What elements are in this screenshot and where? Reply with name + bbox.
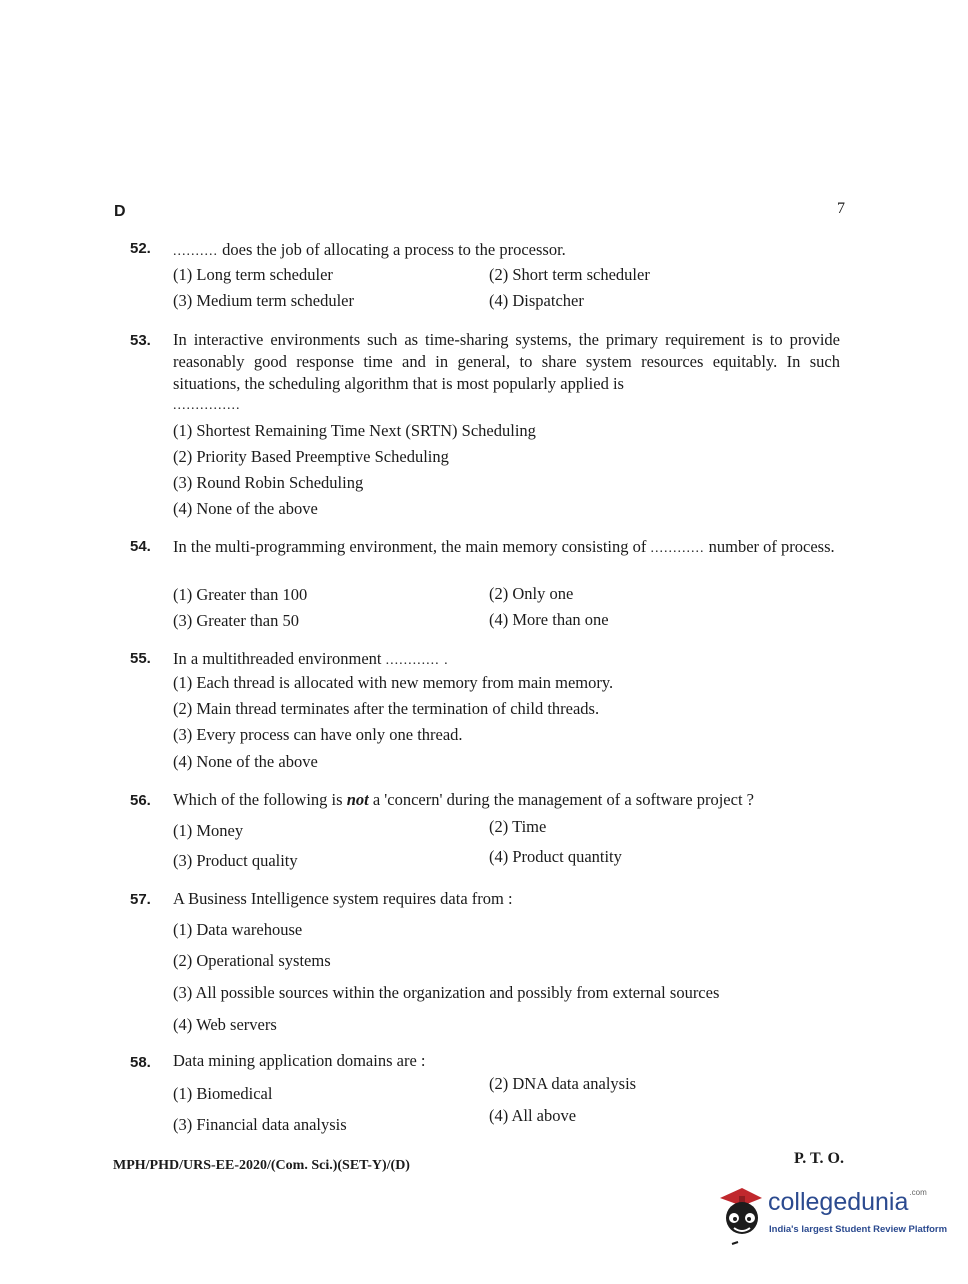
option-4: (4) Web servers [173,1015,277,1034]
question-text-body: In a multithreaded environment [173,649,386,668]
option-2: (2) Time [489,817,547,836]
option-4: (4) None of the above [173,499,318,518]
option-2: (2) Short term scheduler [489,265,650,284]
question-text [173,648,840,672]
logo-wordmark [768,1188,927,1217]
question-number: 54. [130,538,151,555]
option-4: (4) All above [489,1106,577,1125]
question-text-tail: number of process. [704,537,835,556]
logo-tld: .com [909,1188,927,1197]
option-1: (1) Biomedical [173,1084,273,1103]
option-1: (1) Greater than 100 [173,585,308,604]
option-4: (4) Product quantity [489,847,622,866]
set-letter: D [114,203,126,220]
option-3: (3) Greater than 50 [173,611,299,630]
option-4: (4) Dispatcher [489,291,584,310]
option-3: (3) Product quality [173,851,298,870]
question-text: A Business Intelligence system requires data from : [173,889,513,908]
question-text [173,789,853,811]
option-4: (4) More than one [489,610,609,629]
question-number: 56. [130,792,151,809]
blank-fill: ............... [173,398,241,413]
mascot-icon [712,1182,768,1252]
option-4: (4) None of the above [173,752,318,771]
question-text-body: In the multi-programming environment, the main memory consisting of [173,537,651,556]
option-1: (1) Data warehouse [173,920,303,939]
option-3: (3) Medium term scheduler [173,291,354,310]
blank-fill: ............ . [385,653,449,668]
option-3: (3) Every process can have only one thread. [173,725,463,744]
option-2: (2) Main thread terminates after the termination of child threads. [173,699,600,718]
question-text: In interactive environments such as time-sharing systems, the primary requirement is to provide reasonably good response time and in general, to share system resources equitably. In such situations, the scheduling algorithm that is most popularly applied is [173,330,840,393]
option-1: (1) Long term scheduler [173,265,333,284]
blank-fill: ............ [650,541,705,556]
question-number: 55. [130,650,151,667]
blank-fill: .......... [173,244,218,259]
option-1: (1) Shortest Remaining Time Next (SRTN) Scheduling [173,421,536,440]
option-2: (2) Only one [489,584,574,603]
option-3: (3) Round Robin Scheduling [173,473,364,492]
option-3: (3) Financial data analysis [173,1115,347,1134]
question-text-body: does the job of allocating a process to the processor. [218,240,566,259]
paper-code: MPH/PHD/URS-EE-2020/(Com. Sci.)(SET-Y)/(D) [113,1158,410,1173]
question-text: Data mining application domains are : [173,1051,426,1070]
emphasis-not: not [346,790,369,809]
option-2: (2) Priority Based Preemptive Scheduling [173,447,449,466]
option-3: (3) All possible sources within the organization and possibly from external sources [173,983,720,1002]
page-number: 7 [837,200,845,217]
collegedunia-logo [712,1182,948,1252]
question-number: 57. [130,891,151,908]
option-2: (2) Operational systems [173,951,331,970]
logo-name: collegedunia [768,1188,909,1216]
please-turn-over: P. T. O. [794,1150,844,1167]
question-text-tail: a 'concern' during the management of a software project ? [368,790,754,809]
question-text-body: Which of the following is [173,790,347,809]
option-1: (1) Each thread is allocated with new memory from main memory. [173,673,614,692]
question-text [173,536,840,560]
option-1: (1) Money [173,821,244,840]
question-number: 58. [130,1054,151,1071]
logo-tagline: India's largest Student Review Platform [769,1224,948,1235]
question-text [173,239,840,263]
option-2: (2) DNA data analysis [489,1074,637,1093]
question-number: 52. [130,240,151,257]
question-number: 53. [130,332,151,349]
